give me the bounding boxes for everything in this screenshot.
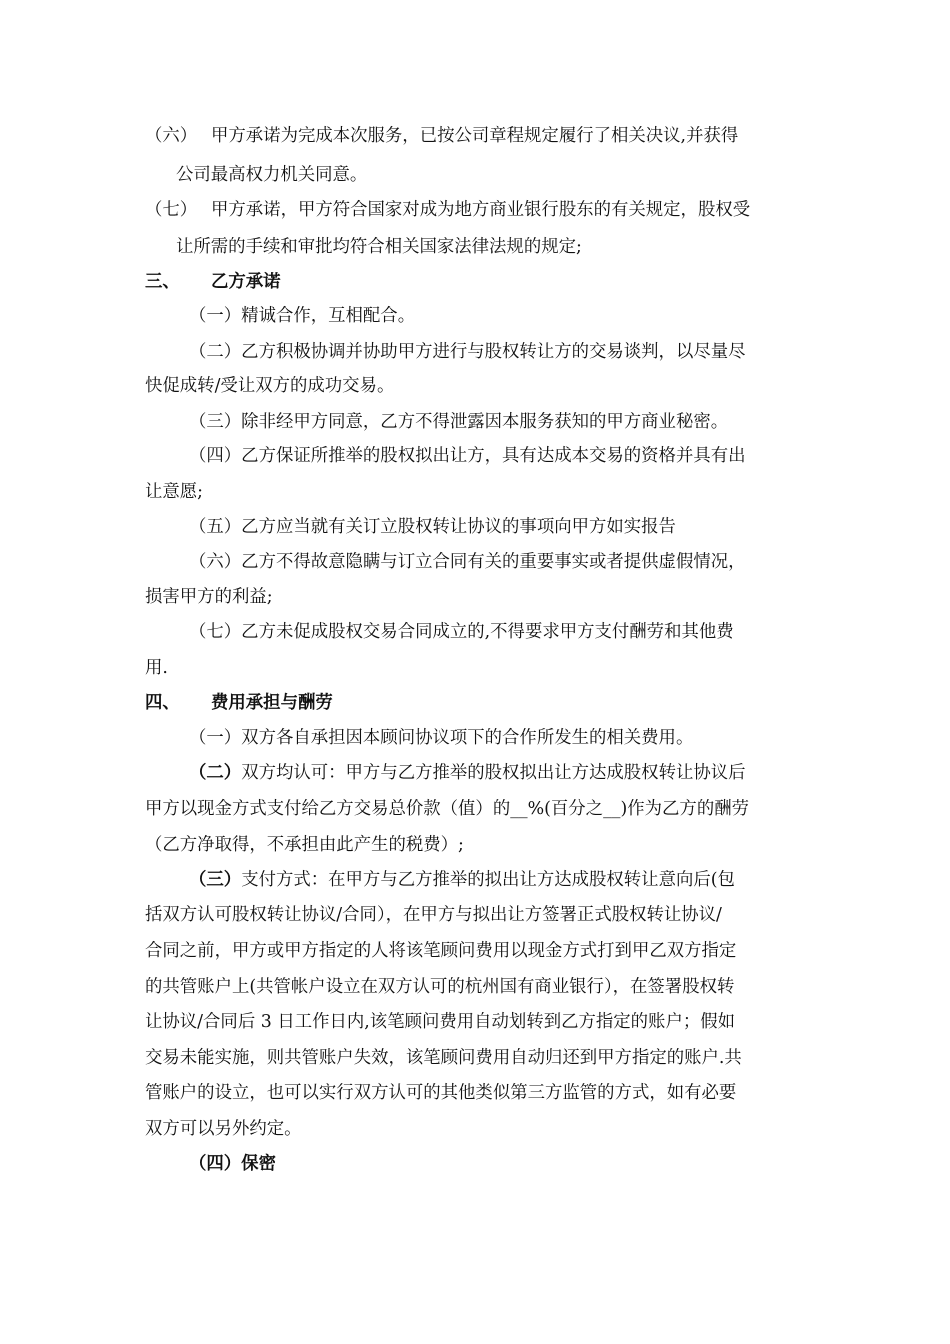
s4-item-3-line-7: 管账户的设立，也可以实行双方认可的其他类似第三方监管的方式，如有必要 xyxy=(145,1083,737,1103)
s4-item-3-line-4: 的共管账户上(共管帐户设立在双方认可的杭州国有商业银行），在签署股权转 xyxy=(145,977,735,997)
s3-item-3: （三）除非经甲方同意，乙方不得泄露因本服务获知的甲方商业秘密。 xyxy=(189,412,729,432)
item-seven-line-2: 让所需的手续和审批均符合相关国家法律法规的规定; xyxy=(176,237,582,257)
s4-item-2-line-2: 甲方以现金方式支付给乙方交易总价款（值）的__%(百分之__)作为乙方的酬劳 xyxy=(145,799,749,819)
s3-item-7-line-1: （七）乙方未促成股权交易合同成立的,不得要求甲方支付酬劳和其他费 xyxy=(189,622,734,642)
s4-item-3-line-3: 合同之前，甲方或甲方指定的人将该笔顾问费用以现金方式打到甲乙双方指定 xyxy=(145,941,737,961)
section-four-heading xyxy=(145,691,333,715)
s3-item-5: （五）乙方应当就有关订立股权转让协议的事项向甲方如实报告 xyxy=(189,517,676,537)
s3-item-7-line-2: 用. xyxy=(145,658,168,678)
item-text: 双方均认可：甲方与乙方推举的股权拟出让方达成股权转让协议后 xyxy=(241,763,746,783)
s3-item-2-line-2: 快促成转/受让双方的成功交易。 xyxy=(145,376,395,396)
s4-item-2-line-3: （乙方净取得，不承担由此产生的税费）; xyxy=(145,835,464,855)
s3-item-6-line-2: 损害甲方的利益; xyxy=(145,587,273,607)
item-text: 甲方承诺，甲方符合国家对成为地方商业银行股东的有关规定，股权受 xyxy=(211,200,751,220)
section-title: 费用承担与酬劳 xyxy=(211,693,333,713)
s4-item-2-line-1 xyxy=(189,761,746,785)
s3-item-1: （一）精诚合作，互相配合。 xyxy=(189,306,416,326)
s4-item-4-heading: （四）保密 xyxy=(189,1154,276,1174)
item-number: （三） xyxy=(189,870,242,890)
item-six-line-2: 公司最高权力机关同意。 xyxy=(176,165,368,185)
s3-item-4-line-1: （四）乙方保证所推举的股权拟出让方，具有达成本交易的资格并具有出 xyxy=(189,446,746,466)
section-three-heading xyxy=(145,270,281,294)
section-number: 三、 xyxy=(145,272,180,292)
s4-item-3-line-6: 交易未能实施，则共管账户失效，该笔顾问费用自动归还到甲方指定的账户.共 xyxy=(145,1048,742,1068)
s3-item-2-line-1: （二）乙方积极协调并协助甲方进行与股权转让方的交易谈判，以尽量尽 xyxy=(189,342,746,362)
item-number: （二） xyxy=(189,763,242,783)
section-number: 四、 xyxy=(145,693,180,713)
item-text: 支付方式：在甲方与乙方推举的拟出让方达成股权转让意向后(包 xyxy=(241,870,735,890)
item-number: （七） xyxy=(145,200,198,220)
item-number: （六） xyxy=(145,126,198,146)
s4-item-3-line-8: 双方可以另外约定。 xyxy=(145,1119,302,1139)
s4-item-3-line-2: 括双方认可股权转让协议/合同），在甲方与拟出让方签署正式股权转让协议/ xyxy=(145,905,722,925)
s4-item-1: （一）双方各自承担因本顾问协议项下的合作所发生的相关费用。 xyxy=(189,728,694,748)
s4-item-3-line-1 xyxy=(189,868,735,892)
item-seven-line-1 xyxy=(145,198,750,222)
s4-item-3-line-5: 让协议/合同后 3 日工作日内,该笔顾问费用自动划转到乙方指定的账户；假如 xyxy=(145,1012,736,1032)
item-text: 甲方承诺为完成本次服务，已按公司章程规定履行了相关决议,并获得 xyxy=(211,126,739,146)
s3-item-4-line-2: 让意愿; xyxy=(145,482,204,502)
s3-item-6-line-1: （六）乙方不得故意隐瞒与订立合同有关的重要事实或者提供虚假情况， xyxy=(189,552,746,572)
item-six-line-1 xyxy=(145,124,738,148)
section-title: 乙方承诺 xyxy=(211,272,281,292)
